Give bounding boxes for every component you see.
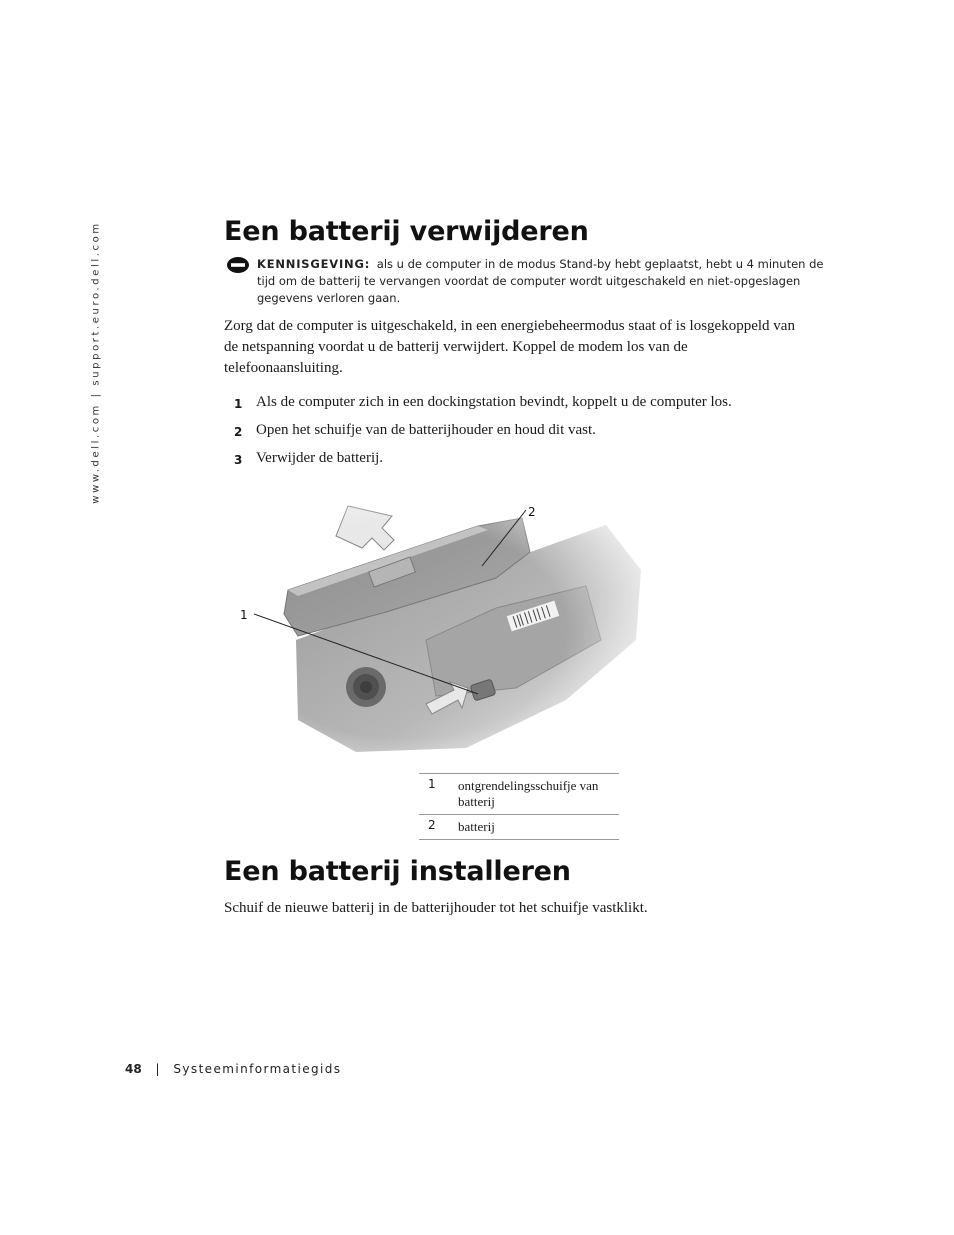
intro-paragraph: Zorg dat de computer is uitgeschakeld, in een energiebeheermodus staat of is losgekoppeld van de netspanning voordat u de batterij verwijdert. Koppel de modem los van de telefoonaansluiting. bbox=[224, 318, 795, 376]
step-text: Als de computer zich in een dockingstation bevindt, koppelt u de computer los. bbox=[256, 394, 732, 410]
figure-legend bbox=[419, 773, 619, 840]
sidebar-url bbox=[84, 222, 108, 502]
step-text: Open het schuifje van de batterijhouder en houd dit vast. bbox=[256, 422, 596, 438]
steps-list bbox=[234, 392, 834, 476]
section-title-install: Een batterij installeren bbox=[224, 856, 571, 887]
step-number: 1 bbox=[234, 397, 243, 411]
step-1 bbox=[234, 392, 834, 420]
step-2 bbox=[234, 420, 834, 448]
page-footer bbox=[125, 1062, 341, 1076]
footer-separator: | bbox=[155, 1062, 160, 1076]
page-number: 48 bbox=[125, 1062, 142, 1076]
step-3 bbox=[234, 448, 834, 476]
sidebar-url-text: www.dell.com | support.euro.dell.com bbox=[90, 220, 102, 504]
callout-1: 1 bbox=[240, 608, 248, 622]
notice-text: als u de computer in de modus Stand-by hebt geplaatst, hebt u 4 minuten de tijd om de batterij te vervangen voordat de computer wordt uitgeschakeld en niet-opgeslagen gegevens verloren gaan. bbox=[257, 257, 824, 305]
notice-icon bbox=[226, 256, 250, 274]
callout-2: 2 bbox=[528, 505, 536, 519]
battery-illustration bbox=[236, 490, 656, 770]
notice-block bbox=[226, 256, 826, 307]
section-title-remove: Een batterij verwijderen bbox=[224, 216, 589, 247]
step-number: 2 bbox=[234, 425, 243, 439]
legend-text: ontgrendelingsschuifje van batterij bbox=[458, 778, 599, 809]
step-number: 3 bbox=[234, 453, 243, 467]
notice-label: KENNISGEVING: bbox=[257, 257, 371, 271]
legend-text: batterij bbox=[458, 819, 495, 834]
legend-row bbox=[419, 774, 619, 815]
legend-number: 2 bbox=[428, 818, 436, 832]
install-paragraph: Schuif de nieuwe batterij in de batterijhouder tot het schuifje vastklikt. bbox=[224, 900, 648, 916]
legend-row bbox=[419, 815, 619, 840]
legend-number: 1 bbox=[428, 777, 436, 791]
step-text: Verwijder de batterij. bbox=[256, 450, 384, 466]
guide-title: Systeeminformatiegids bbox=[173, 1062, 342, 1076]
